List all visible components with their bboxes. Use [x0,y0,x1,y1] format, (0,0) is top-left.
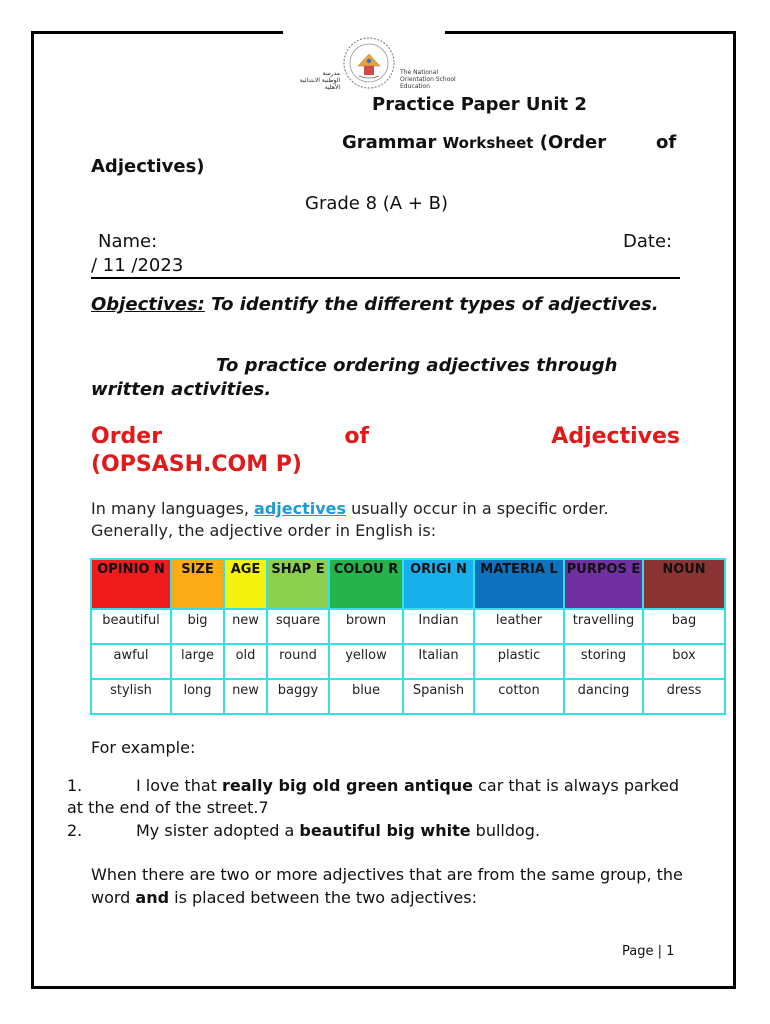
header-purpose: PURPOS E [564,559,643,609]
objectives-label: Objectives: [91,294,205,315]
table-cell: blue [329,679,403,714]
subtitle-adjectives: Adjectives) [91,156,205,177]
header-origin: ORIGI N [403,559,474,609]
table-row [91,644,725,679]
example-number: 1. [67,776,83,795]
subtitle [342,132,677,153]
table-cell: storing [564,644,643,679]
subtitle-order: (Order [539,132,607,153]
header-opinion: OPINIO N [91,559,171,609]
table-cell: dancing [564,679,643,714]
school-en-line: Education [400,83,430,90]
school-logo [284,36,454,92]
adjective-order-table [90,558,726,715]
header-size: SIZE [171,559,224,609]
adjectives-link[interactable]: adjectives [254,499,347,518]
school-en-line: The National [400,69,439,76]
name-label: Name: [98,231,158,252]
table-cell: big [171,609,224,644]
table-cell: new [224,679,267,714]
example-bold: really big old green antique [222,776,474,795]
subtitle-worksheet: Worksheet [442,134,534,152]
school-ar-line: الأهلية [324,84,340,91]
date-value: / 11 /2023 [91,255,184,276]
table-header-row [91,559,725,609]
page-title: Practice Paper Unit 2 [372,94,587,115]
school-ar-line: الوطنية الابتدائية [299,77,340,84]
for-example-label: For example: [91,738,196,757]
when-post: is placed between the two adjectives: [169,888,477,907]
heading-word-adjectives: Adjectives [551,424,680,449]
table-cell: Spanish [403,679,474,714]
section-heading [91,423,680,479]
school-ar-line: مدرسة [322,70,340,77]
table-cell: travelling [564,609,643,644]
table-cell: Indian [403,609,474,644]
table-cell: large [171,644,224,679]
table-cell: beautiful [91,609,171,644]
when-paragraph [91,863,691,909]
objective-2 [91,354,691,402]
table-cell: square [267,609,329,644]
table-cell: new [224,609,267,644]
school-seal-icon [342,36,396,90]
table-cell: box [643,644,725,679]
page-number: Page | 1 [622,944,675,959]
objective-1-text: To identify the different types of adjectives. [204,294,659,315]
header-material: MATERIA L [474,559,564,609]
when-bold: and [135,888,170,907]
table-cell: long [171,679,224,714]
table-cell: leather [474,609,564,644]
table-row [91,679,725,714]
divider-rule [91,277,680,279]
objective-2-text: To practice ordering adjectives through written activities. [91,355,618,400]
school-name-arabic [284,70,340,91]
header-age: AGE [224,559,267,609]
subtitle-of: of [656,132,677,153]
example-bold: beautiful big white [299,821,471,840]
table-cell: stylish [91,679,171,714]
table-cell: cotton [474,679,564,714]
table-cell: round [267,644,329,679]
example-number: 2. [67,821,83,840]
table-cell: baggy [267,679,329,714]
header-shape: SHAP E [267,559,329,609]
school-en-line: Orientation School [400,76,456,83]
school-name-english [400,69,460,90]
table-cell: yellow [329,644,403,679]
intro-after: usually occur in a specific order. Generally, the adjective order in English is: [91,499,609,540]
intro-paragraph [91,498,691,542]
grade-label: Grade 8 (A + B) [305,193,449,214]
intro-before: In many languages, [91,499,255,518]
header-colour: COLOU R [329,559,403,609]
heading-word-of: of [344,424,370,449]
subtitle-grammar: Grammar [342,132,437,153]
when-pre: When there are two or more adjectives that are from the same group, the word [91,865,683,907]
table-cell: Italian [403,644,474,679]
header-noun: NOUN [643,559,725,609]
table-cell: brown [329,609,403,644]
table-cell: bag [643,609,725,644]
objective-1 [91,293,691,317]
table-cell: old [224,644,267,679]
example-1 [67,775,687,819]
example-pre: I love that [136,776,223,795]
example-pre: My sister adopted a [136,821,300,840]
example-2 [67,820,687,842]
table-cell: awful [91,644,171,679]
heading-word-order: Order [91,424,163,449]
heading-row [91,423,680,451]
example-post: car that is always parked at the end of the street.7 [67,776,680,817]
example-post: bulldog. [470,821,541,840]
table-cell: plastic [474,644,564,679]
date-label: Date: [623,231,673,252]
table-row [91,609,725,644]
table-cell: dress [643,679,725,714]
heading-source: (OPSASH.COM P) [91,452,302,477]
